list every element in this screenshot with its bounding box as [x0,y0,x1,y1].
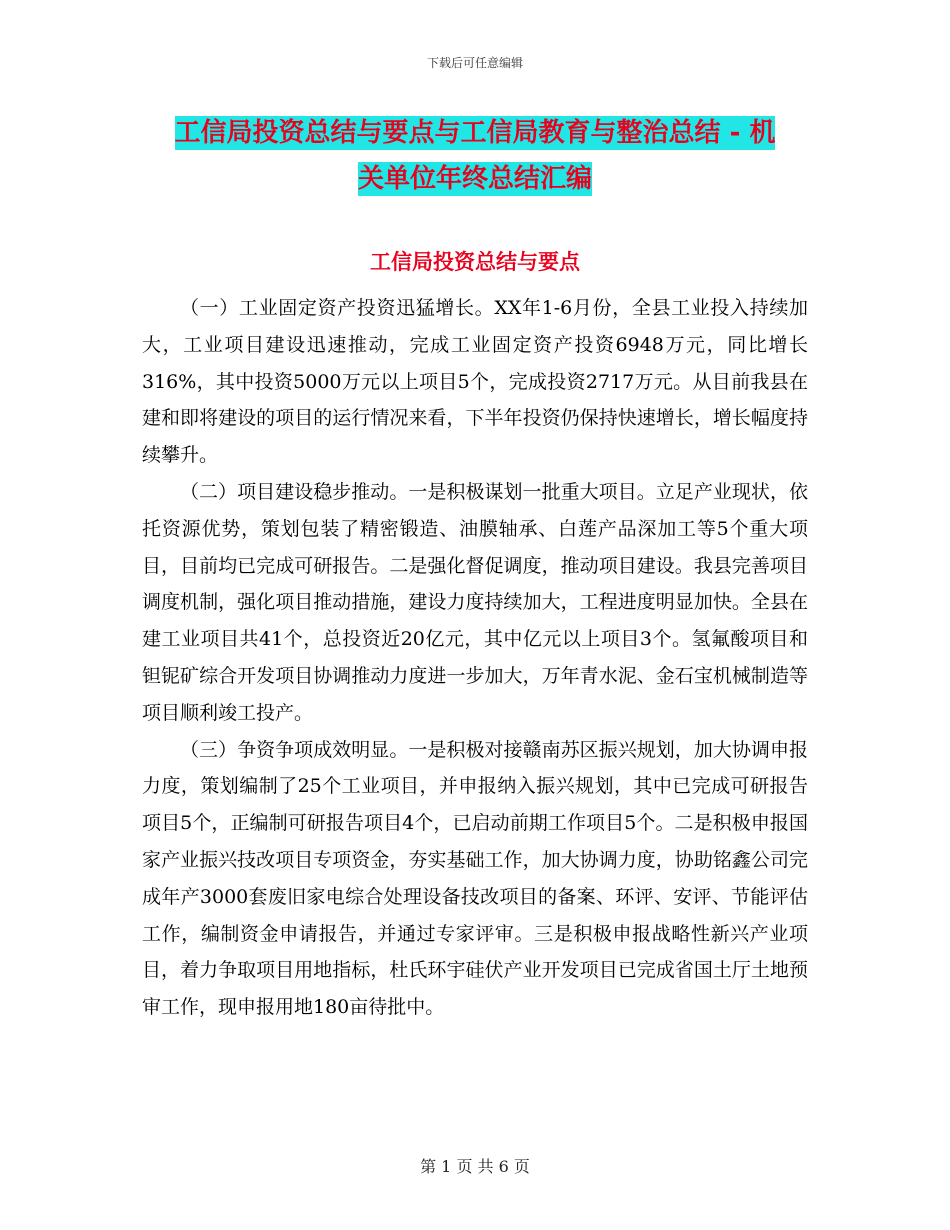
paragraph-2: （二）项目建设稳步推动。一是积极谋划一批重大项目。立足产业现状，依托资源优势，策划包装了精密锻造、油膜轴承、白莲产品深加工等5个重大项目，目前均已完成可研报告。二是强化督促调度，推动项目建设。我县完善项目调度机制，强化项目推动措施，建设力度持续加大，工程进度明显加快。全县在建工业项目共41个，总投资近20亿元，其中亿元以上项目3个。氢氟酸项目和钽铌矿综合开发项目协调推动力度进一步加大，万年青水泥、金石宝机械制造等项目顺利竣工投产。 [142,480,808,724]
document-title-line-2: 关单位年终总结汇编 [357,164,592,194]
page-header-note: 下载后可任意编辑 [426,56,523,70]
document-title [140,110,810,202]
paragraph-3: （三）争资争项成效明显。一是积极对接赣南苏区振兴规划，加大协调申报力度，策划编制了25个工业项目，并申报纳入振兴规划，其中已完成可研报告项目5个，正编制可研报告项目4个，已启动前期工作项目5个。二是积极申报国家产业振兴技改项目专项资金，夯实基础工作，加大协调力度，协助铭鑫公司完成年产3000套废旧家电综合处理设备技改项目的备案、环评、安评、节能评估工作，编制资金申请报告，并通过专家评审。三是积极申报战略性新兴产业项目，着力争取项目用地指标，杜氏环宇硅伏产业开发项目已完成省国土厅土地预审工作，现申报用地180亩待批中。 [142,738,808,1019]
section-title: 工信局投资总结与要点 [370,250,580,274]
paragraph-1: （一）工业固定资产投资迅猛增长。XX年1-6月份，全县工业投入持续加大，工业项目建设迅速推动，完成工业固定资产投资6948万元，同比增长316%，其中投资5000万元以上项目5个，完成投资2717万元。从目前我县在建和即将建设的项目的运行情况来看，下半年投资仍保持快速增长，增长幅度持续攀升。 [142,297,808,467]
document-title-line-1: 工信局投资总结与要点与工信局教育与整治总结 - 机 [174,118,776,148]
document-body [142,290,808,1026]
page-footer: 第 1 页 共 6 页 [420,1157,530,1176]
